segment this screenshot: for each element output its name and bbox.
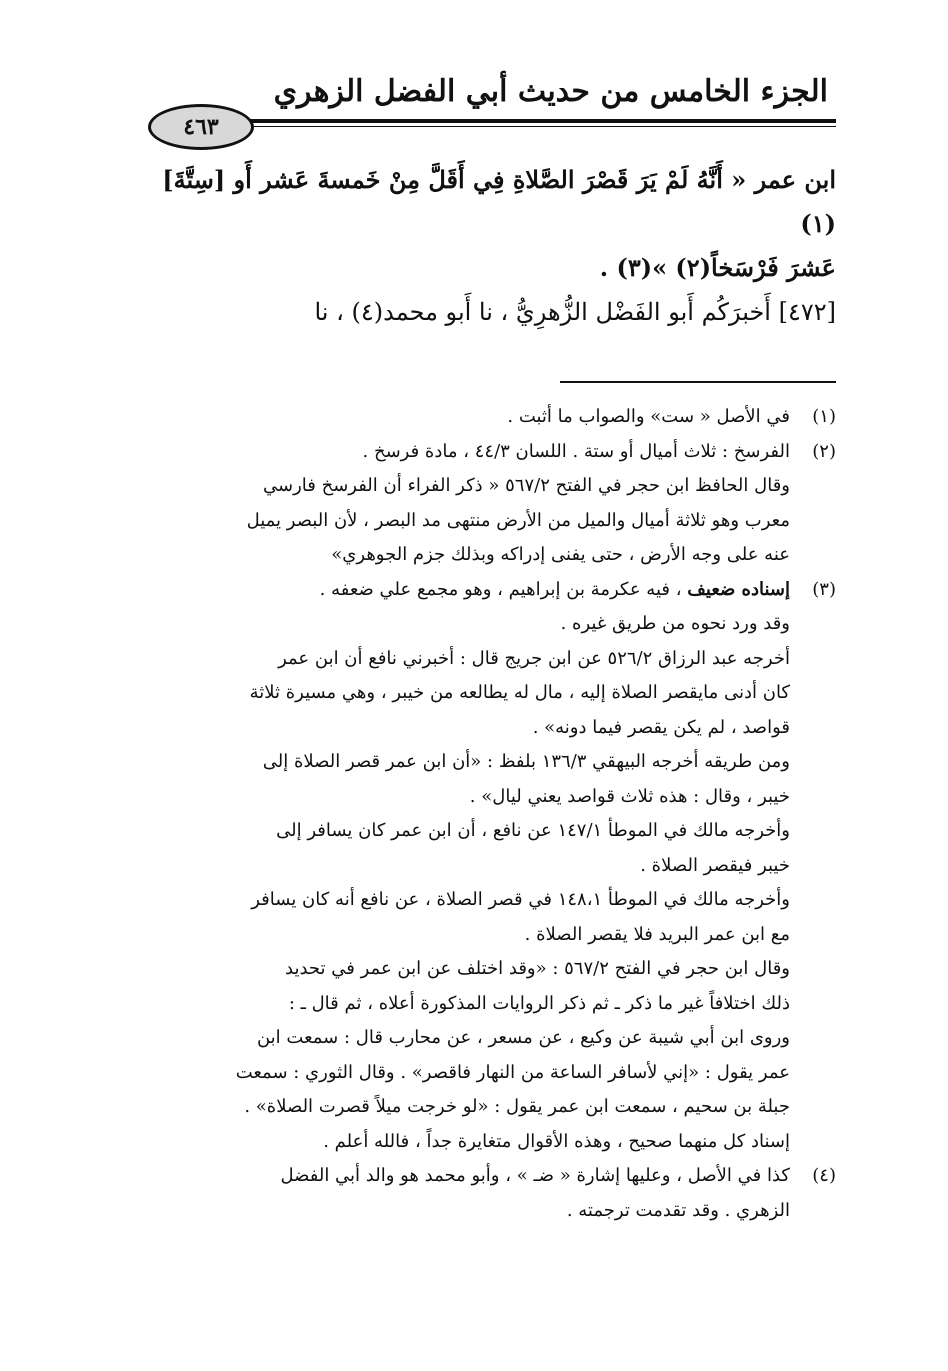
footnote-line: خيبر ، وقال : هذه ثلاث قواصد يعني ليال» . xyxy=(469,785,790,807)
footnote-line: عمر يقول : «إني لأسافر الساعة من النهار فاقصر» . وقال الثوري : سمعت xyxy=(235,1061,790,1083)
header-rule xyxy=(160,119,836,123)
footnote-first-line xyxy=(148,573,790,608)
footnote-line: ، فيه عكرمة بن إبراهيم ، وهو مجمع علي ضعفه . xyxy=(319,578,688,600)
footnote-line: كذا في الأصل ، وعليها إشارة « ضـ » ، وأبو محمد هو والد أبي الفضل xyxy=(280,1165,790,1186)
footnote-line: وأخرجه مالك في الموطأ ١٤٧/١ عن نافع ، أن ابن عمر كان يسافر إلى xyxy=(276,820,790,841)
main-text xyxy=(148,158,836,334)
footnote-2 xyxy=(148,435,836,573)
footnote-line: معرب وهو ثلاثة أميال والميل من الأرض منتهى مد البصر ، لأن البصر يميل xyxy=(246,509,790,531)
footnote-line: وقال الحافظ ابن حجر في الفتح ٥٦٧/٢ « ذكر الفراء أن الفرسخ فارسي xyxy=(262,475,790,496)
footnote-line: في الأصل « ست» والصواب ما أثبت . xyxy=(507,406,790,427)
footnote-line: الزهري . وقد تقدمت ترجمته . xyxy=(566,1199,790,1221)
footnote-4 xyxy=(148,1159,836,1228)
footnote-number: (٢) xyxy=(812,440,836,462)
footnote-line: مع ابن عمر البريد فلا يقصر الصلاة . xyxy=(524,923,790,945)
footnote-line: إسناد كل منهما صحيح ، وهذه الأقوال متغايرة جداً ، فالله أعلم . xyxy=(323,1130,790,1152)
footnote-3 xyxy=(148,573,836,1160)
main-line: ابن عمر « أَنَّهُ لَمْ يَرَ قَصْرَ الصَّلاةِ فِي أَقَلَّ مِنْ خَمسةَ عَشر أَو [سِتَّةَ](١) xyxy=(162,165,836,238)
main-line: عَشرَ فَرْسَخاً(٢) »(٣) . xyxy=(599,253,836,282)
header-rule-thin xyxy=(160,126,836,127)
footnote-line: وروى ابن أبي شيبة عن وكيع ، عن مسعر ، عن محارب قال : سمعت ابن xyxy=(256,1027,790,1048)
footnote-line: الفرسخ : ثلاث أميال أو ستة . اللسان ٤٤/٣ ، مادة فرسخ . xyxy=(362,440,790,462)
footnote-line: ومن طريقه أخرجه البيهقي ١٣٦/٣ بلفظ : «أن ابن عمر قصر الصلاة إلى xyxy=(262,751,790,772)
footnote-number: (٤) xyxy=(812,1165,836,1186)
page-number-badge: ٤٦٣ xyxy=(148,104,254,150)
footnote-line: قواصد ، لم يكن يقصر فيما دونه» . xyxy=(532,716,790,738)
footnote-line: وأخرجه مالك في الموطأ ١٤٨،١ في قصر الصلاة ، عن نافع أنه كان يسافر xyxy=(251,889,790,910)
footnote-line: وقد ورد نحوه من طريق غيره . xyxy=(560,613,790,634)
footnote-line: أخرجه عبد الرزاق ٥٢٦/٢ عن ابن جريج قال : أخبرني نافع أن ابن عمر xyxy=(278,647,790,669)
footnote-line: خيبر فيقصر الصلاة . xyxy=(640,854,790,876)
footnote-number: (١) xyxy=(812,406,836,427)
grading-label: إسناده ضعيف xyxy=(687,578,790,600)
running-header: الجزء الخامس من حديث أبي الفضل الزهري xyxy=(273,74,828,109)
footnote-separator xyxy=(560,381,836,383)
main-line: [٤٧٢] أَخبرَكُم أَبو الفَضْل الزُّهرِيُّ ، نا أَبو محمد(٤) ، نا xyxy=(314,298,836,326)
footnote-line: عنه على وجه الأرض ، حتى يفنى إدراكه وبذلك جزم الجوهري» xyxy=(331,544,790,565)
footnote-1 xyxy=(148,400,836,435)
footnote-number: (٣) xyxy=(812,578,836,600)
footnote-line: ذلك اختلافاً غير ما ذكر ـ ثم ذكر الروايات المذكورة أعلاه ، ثم قال ـ : xyxy=(288,992,790,1014)
footnote-line: وقال ابن حجر في الفتح ٥٦٧/٢ : «وقد اختلف عن ابن عمر في تحديد xyxy=(285,958,790,979)
footnote-line: كان أدنى مايقصر الصلاة إليه ، مال له يطالعه من خيبر ، وهي مسيرة ثلاثة xyxy=(249,682,790,703)
footnote-line: جبلة بن سحيم ، سمعت ابن عمر يقول : «لو خرجت ميلاً قصرت الصلاة» . xyxy=(244,1096,790,1117)
footnotes xyxy=(148,400,836,1228)
